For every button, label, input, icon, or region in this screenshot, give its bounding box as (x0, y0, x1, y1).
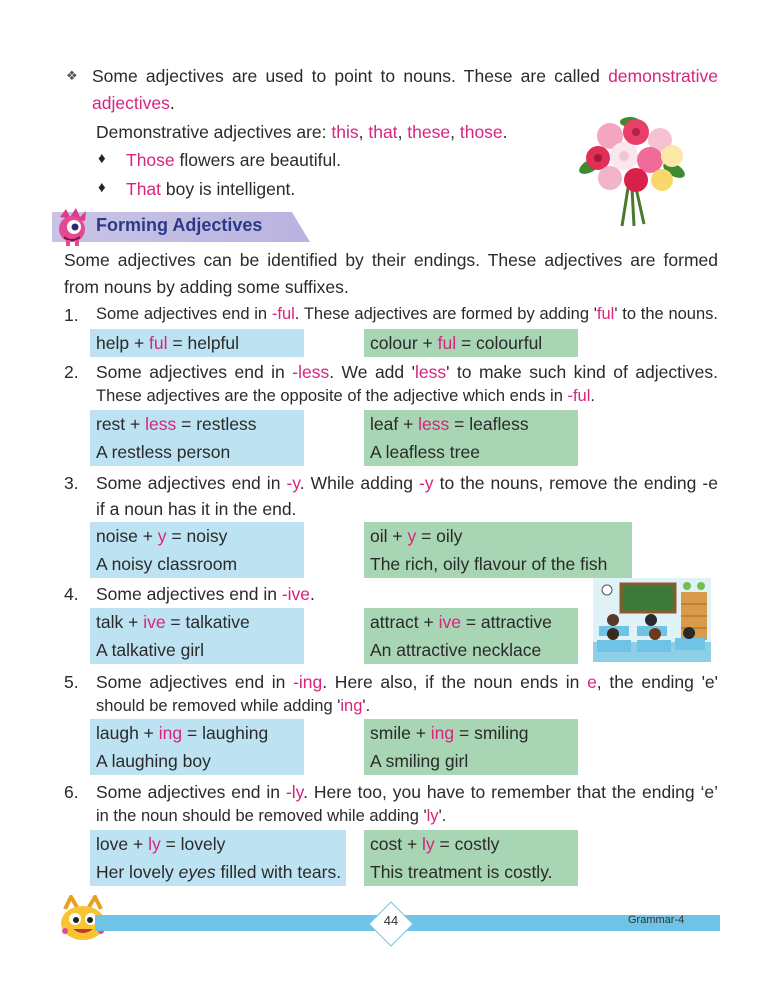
example-box-ly-right: cost + ly = costly This treatment is costly. (364, 830, 578, 886)
example-phrase: A talkative girl (96, 640, 204, 660)
classroom-illustration (593, 578, 711, 662)
item-number: 6. (64, 782, 79, 802)
diamond-bullet-icon: ♦ (98, 150, 106, 167)
example-box-y-left: noise + y = noisy A noisy classroom (90, 522, 304, 578)
bullet-diamond-icon: ❖ (66, 68, 78, 83)
item-5-line-1: Some adjectives end in -ing. Here also, if the noun ends in e, the ending 'e' (96, 672, 718, 692)
flower-bouquet-illustration (570, 108, 695, 228)
item-number: 2. (64, 362, 79, 382)
example-phrase: This treatment is costly. (370, 862, 553, 882)
example-phrase: A noisy classroom (96, 554, 238, 574)
item-4-line-1: Some adjectives end in -ive. (96, 584, 315, 604)
lead-line-2: from nouns by adding some suffixes. (64, 277, 349, 297)
example-phrase: A laughing boy (96, 751, 211, 771)
example-box-ful-right: colour + ful = colourful (364, 329, 578, 357)
example-those: Those flowers are beautiful. (126, 150, 341, 170)
item-number: 1. (64, 305, 79, 325)
example-box-ful-left: help + ful = helpful (90, 329, 304, 357)
example-phrase: A restless person (96, 442, 231, 462)
item-3-line-2: if a noun has it in the end. (96, 499, 297, 519)
item-number: 3. (64, 473, 79, 493)
item-number: 5. (64, 672, 79, 692)
example-box-ive-left: talk + ive = talkative A talkative girl (90, 608, 304, 664)
example-box-ing-right: smile + ing = smiling A smiling girl (364, 719, 578, 775)
item-6-line-2: in the noun should be removed while adding 'ly'. (96, 807, 447, 825)
example-box-ing-left: laugh + ing = laughing A laughing boy (90, 719, 304, 775)
example-phrase: An attractive necklace (370, 640, 542, 660)
footer-label: Grammar-4 (628, 914, 685, 926)
intro-line-2: adjectives. (92, 93, 175, 113)
example-that: That boy is intelligent. (126, 179, 296, 199)
example-phrase: A leafless tree (370, 442, 480, 462)
item-1-line-1: Some adjectives end in -ful. These adjectives are formed by adding 'ful' to the nouns. (96, 305, 718, 323)
example-box-less-left: rest + less = restless A restless person (90, 410, 304, 466)
lead-line-1: Some adjectives can be identified by their endings. These adjectives are formed (64, 250, 718, 270)
item-6-line-1: Some adjectives end in -ly. Here too, you have to remember that the ending ‘e’ (96, 782, 718, 802)
demonstrative-list: Demonstrative adjectives are: this, that, these, those. (96, 122, 508, 142)
item-3-line-1: Some adjectives end in -y. While adding -y to the nouns, remove the ending -e (96, 473, 718, 493)
intro-line-1: Some adjectives are used to point to nouns. These are called demonstrative (92, 66, 718, 86)
diamond-bullet-icon: ♦ (98, 179, 106, 196)
example-phrase: A smiling girl (370, 751, 469, 771)
example-phrase: The rich, oily flavour of the fish (370, 554, 608, 574)
item-2-line-2: These adjectives are the opposite of the adjective which ends in -ful. (96, 387, 595, 405)
item-5-line-2: should be removed while adding 'ing'. (96, 697, 371, 715)
example-phrase: Her lovely eyes filled with tears. (96, 862, 342, 882)
example-box-ive-right: attract + ive = attractive An attractive necklace (364, 608, 578, 664)
item-2-line-1: Some adjectives end in -less. We add 'less' to make such kind of adjectives. (96, 362, 719, 382)
item-number: 4. (64, 584, 79, 604)
example-box-less-right: leaf + less = leafless A leafless tree (364, 410, 578, 466)
monster-mascot-icon (52, 207, 92, 247)
example-box-ly-left: love + ly = lovely Her lovely eyes filled with tears. (90, 830, 346, 886)
example-box-y-right: oil + y = oily The rich, oily flavour of the fish (364, 522, 632, 578)
page-number: 44 (383, 913, 399, 928)
section-title: Forming Adjectives (96, 215, 263, 235)
